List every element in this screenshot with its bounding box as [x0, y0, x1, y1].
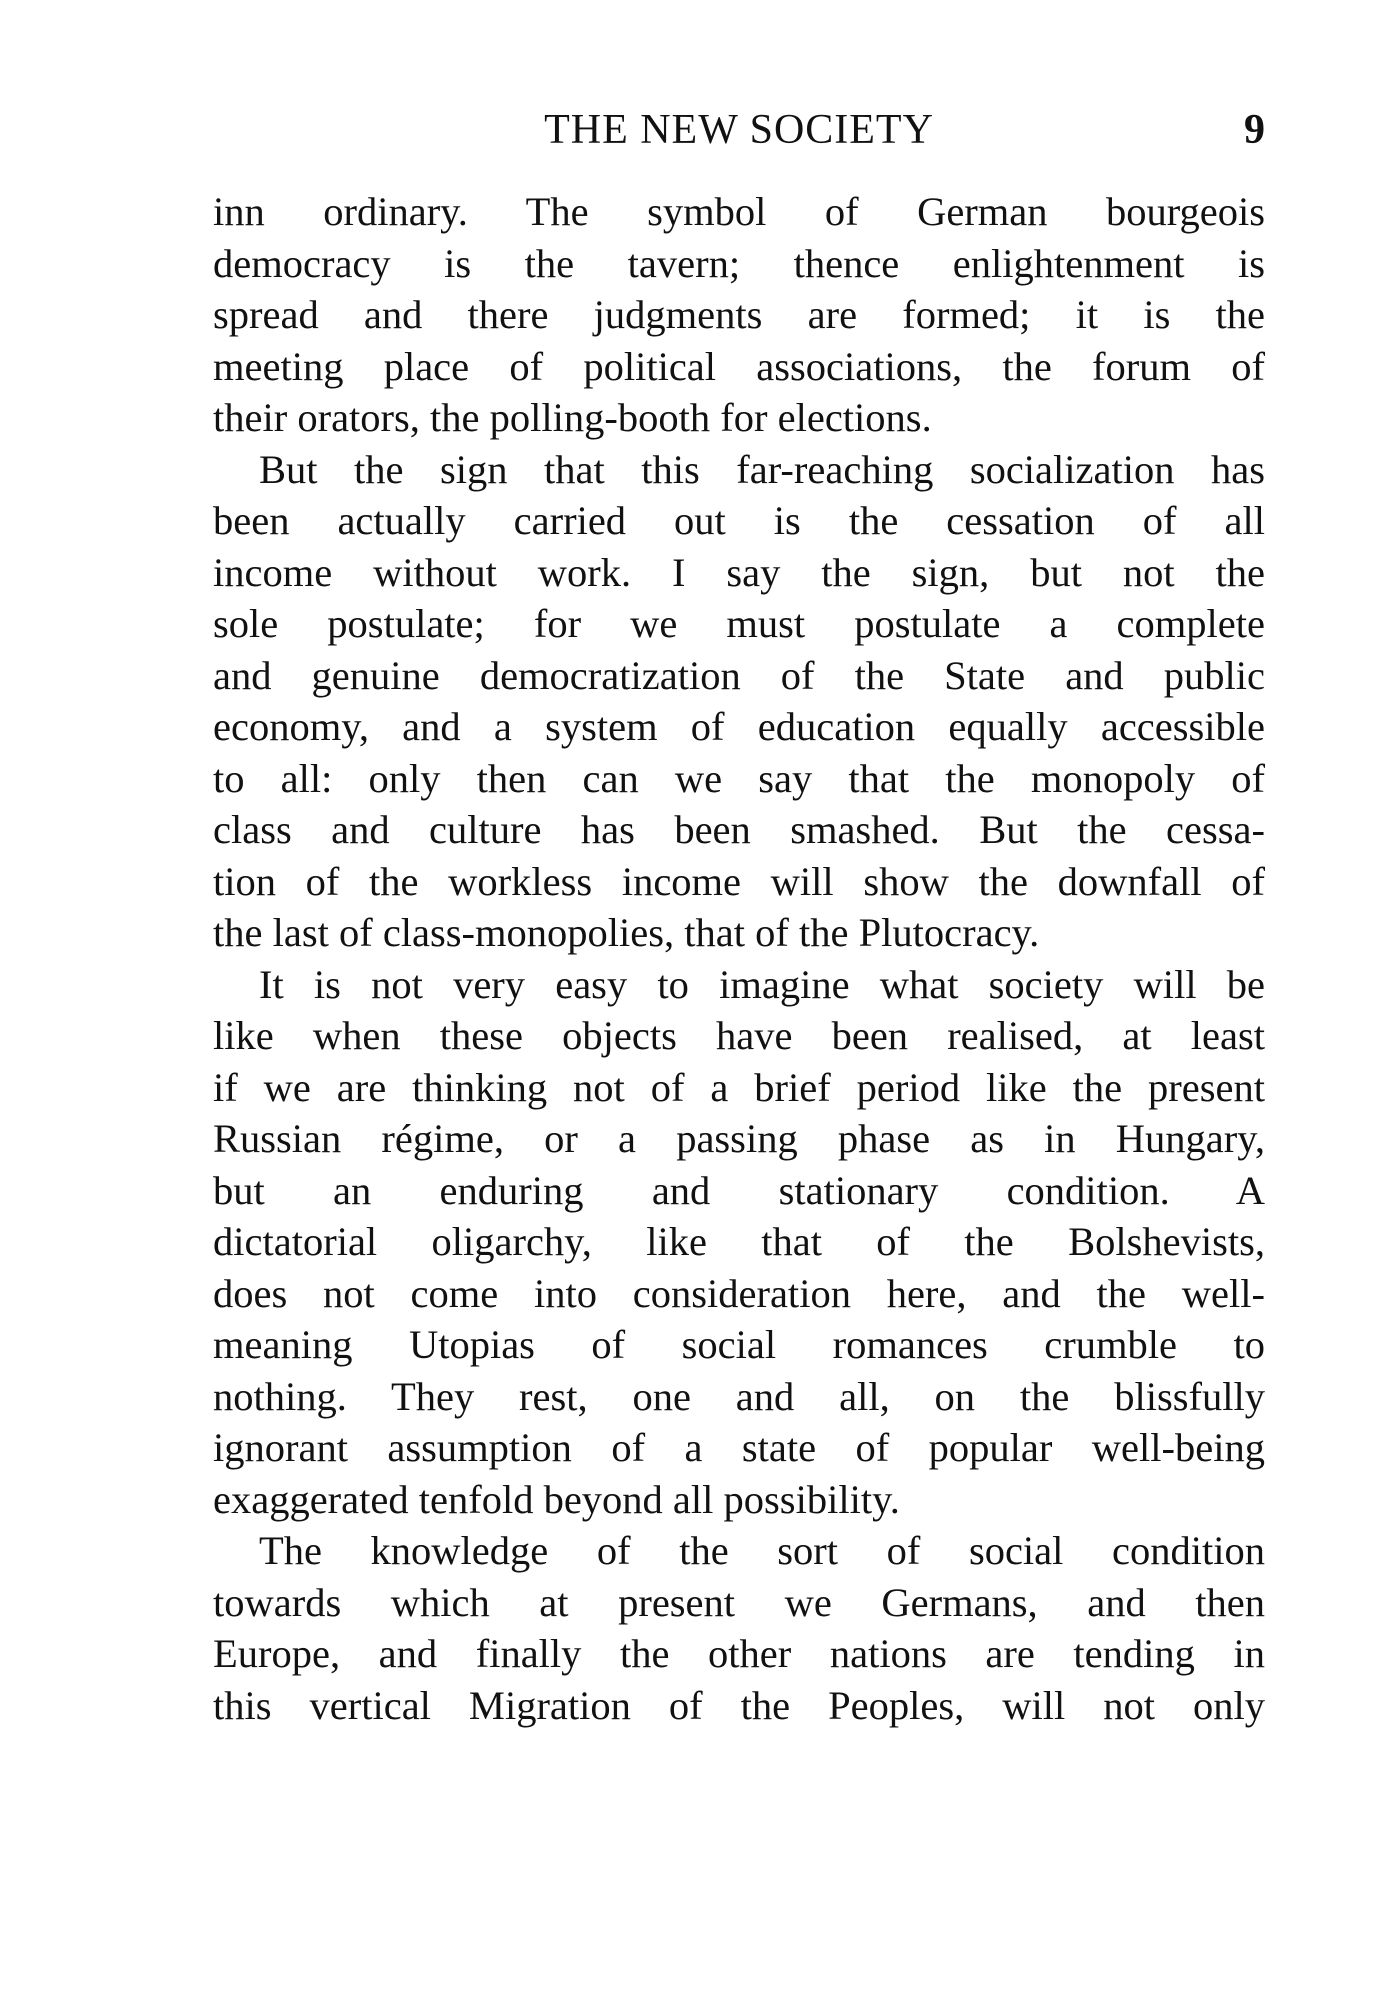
paragraph-4 [213, 1525, 1265, 1731]
text-line: But the sign that this far-reaching socialization has [259, 446, 1265, 492]
text-line: dictatorial oligarchy, like that of the Bolshevists, [213, 1219, 1265, 1264]
text-line: It is not very easy to imagine what society will be [259, 961, 1265, 1007]
text-line: class and culture has been smashed. But the cessa- [213, 807, 1265, 852]
paragraph-1 [213, 186, 1265, 444]
text-line: to all: only then can we say that the monopoly of [213, 755, 1265, 801]
text-line: this vertical Migration of the Peoples, will not only [213, 1682, 1265, 1728]
text-line: inn ordinary. The symbol of German bourgeois [213, 189, 1265, 234]
text-line: their orators, the polling-booth for elections. [213, 395, 932, 440]
text-line: democracy is the tavern; thence enlightenment is [213, 240, 1265, 286]
text-line: meeting place of political associations, the forum of [213, 343, 1265, 389]
text-line: meaning Utopias of social romances crumble to [213, 1322, 1265, 1367]
text-line: like when these objects have been realised, at least [213, 1013, 1265, 1058]
text-line: if we are thinking not of a brief period like the present [213, 1064, 1265, 1110]
page-number: 9 [1244, 107, 1265, 153]
text-line: and genuine democratization of the State and public [213, 652, 1265, 698]
text-line: nothing. They rest, one and all, on the blissfully [213, 1373, 1265, 1419]
text-line: exaggerated tenfold beyond all possibility. [213, 1476, 900, 1522]
text-line: tion of the workless income will show the downfall of [213, 858, 1265, 904]
text-line: Russian régime, or a passing phase as in Hungary, [213, 1116, 1265, 1161]
running-head [213, 100, 1265, 160]
text-line: does not come into consideration here, and the well- [213, 1270, 1265, 1316]
text-line: sole postulate; for we must postulate a complete [213, 601, 1265, 646]
running-title: THE NEW SOCIETY [544, 107, 934, 153]
text-line: but an enduring and stationary condition. A [213, 1167, 1265, 1213]
paragraph-3 [213, 959, 1265, 1526]
text-line: spread and there judgments are formed; it is the [213, 292, 1265, 337]
text-line: The knowledge of the sort of social condition [259, 1528, 1265, 1573]
text-line: the last of class-monopolies, that of the Plutocracy. [213, 910, 1040, 955]
paragraph-2 [213, 444, 1265, 959]
text-line: economy, and a system of education equally accessible [213, 704, 1265, 749]
body-text [213, 186, 1265, 1731]
text-line: Europe, and finally the other nations are tending in [213, 1631, 1265, 1676]
text-line: been actually carried out is the cessation of all [213, 498, 1265, 543]
text-line: towards which at present we Germans, and then [213, 1579, 1265, 1625]
text-line: income without work. I say the sign, but not the [213, 549, 1265, 595]
text-line: ignorant assumption of a state of popular well-being [213, 1425, 1265, 1470]
